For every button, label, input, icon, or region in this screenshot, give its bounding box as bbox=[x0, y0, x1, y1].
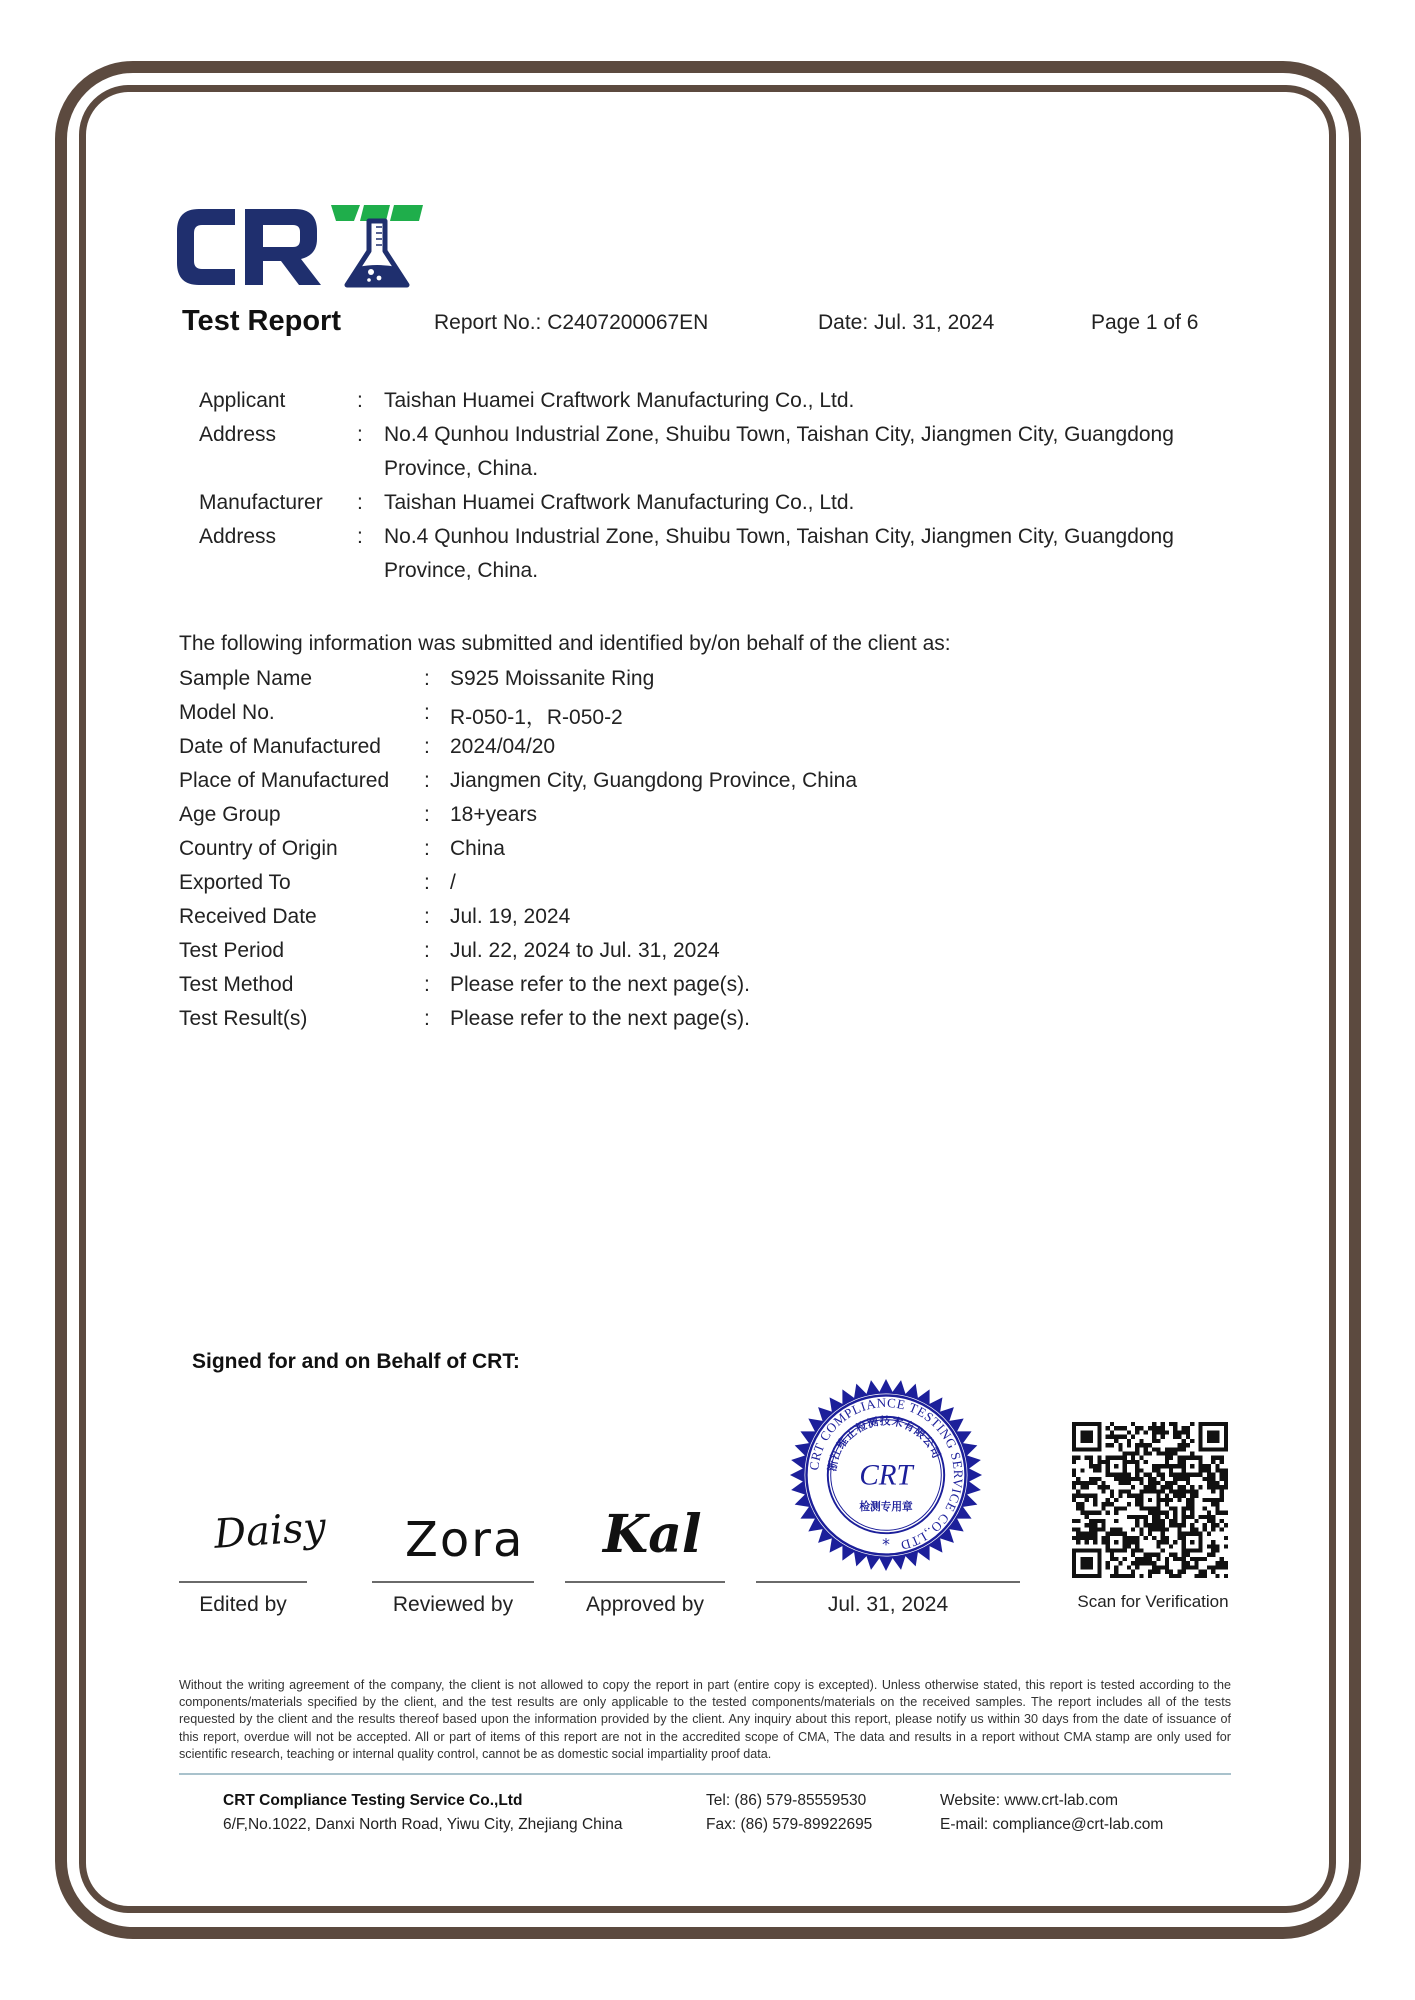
field-value: Taishan Huamei Craftwork Manufacturing Co., Ltd. bbox=[384, 491, 855, 514]
approved-by-label: Approved by bbox=[586, 1593, 704, 1616]
field-value: Taishan Huamei Craftwork Manufacturing Co., Ltd. bbox=[384, 389, 855, 412]
field-label: Model No. bbox=[179, 701, 275, 724]
field-colon: : bbox=[357, 491, 363, 514]
field-colon: : bbox=[357, 525, 363, 548]
field-label: Test Period bbox=[179, 939, 285, 962]
seal-ring-text: CRT COMPLIANCE TESTING SERVICE CO.,LTD bbox=[806, 1394, 966, 1554]
field-value: Jul. 22, 2024 to Jul. 31, 2024 bbox=[450, 939, 720, 962]
signed-heading: Signed for and on Behalf of CRT: bbox=[192, 1350, 520, 1373]
field-label: Place of Manufactured bbox=[179, 769, 390, 792]
signature-line-reviewed bbox=[372, 1581, 534, 1583]
client-info-intro: The following information was submitted and identified by/on behalf of the client as: bbox=[179, 632, 951, 655]
field-value: Please refer to the next page(s). bbox=[450, 973, 750, 996]
seal-star-mark: * bbox=[882, 1535, 890, 1554]
field-value: S925 Moissanite Ring bbox=[450, 667, 655, 690]
company-seal-icon bbox=[789, 1378, 983, 1572]
field-colon: : bbox=[424, 1007, 430, 1030]
stamp-date-label: Jul. 31, 2024 bbox=[827, 1593, 949, 1616]
field-label: Test Method bbox=[179, 973, 294, 996]
field-colon: : bbox=[424, 905, 430, 928]
reviewed-by-label: Reviewed by bbox=[392, 1593, 514, 1616]
field-label: Age Group bbox=[179, 803, 281, 826]
seal-bottom-text: 检测专用章 bbox=[859, 1499, 913, 1513]
footer-divider bbox=[179, 1773, 1231, 1775]
footer-fax: Fax: (86) 579-89922695 bbox=[706, 1816, 873, 1833]
field-label: Received Date bbox=[179, 905, 317, 928]
scan-for-verification-label: Scan for Verification bbox=[1077, 1592, 1229, 1611]
field-label: Date of Manufactured bbox=[179, 735, 381, 758]
field-colon: : bbox=[424, 803, 430, 826]
report-date: Date: Jul. 31, 2024 bbox=[818, 311, 995, 334]
field-label: Sample Name bbox=[179, 667, 313, 690]
qr-code-icon[interactable] bbox=[1072, 1422, 1228, 1578]
field-label: Applicant bbox=[199, 389, 286, 412]
seal-inner-ring-text: 浙江维正检测技术有限公司 bbox=[825, 1414, 944, 1473]
field-value: R-050-1，R-050-2 bbox=[450, 706, 623, 729]
signature-reviewed-by: Zora bbox=[405, 1512, 525, 1568]
field-value: Please refer to the next page(s). bbox=[450, 1007, 750, 1030]
field-colon: : bbox=[357, 389, 363, 412]
field-value: 18+years bbox=[450, 803, 537, 826]
footer-address: 6/F,No.1022, Danxi North Road, Yiwu City, Zhejiang China bbox=[223, 1816, 623, 1833]
field-value: Jul. 19, 2024 bbox=[450, 905, 571, 928]
page-frame-inner bbox=[79, 85, 1336, 1913]
footer-email-link[interactable]: E-mail: compliance@crt-lab.com bbox=[940, 1816, 1164, 1833]
field-value: China bbox=[450, 837, 505, 860]
signature-approved-by: Kal bbox=[603, 1504, 702, 1565]
field-value: No.4 Qunhou Industrial Zone, Shuibu Town, Taishan City, Jiangmen City, Guangdong bbox=[384, 423, 1174, 446]
field-value: Jiangmen City, Guangdong Province, China bbox=[450, 769, 858, 792]
document-title: Test Report bbox=[182, 305, 341, 337]
edited-by-label: Edited by bbox=[199, 1593, 287, 1616]
field-label: Country of Origin bbox=[179, 837, 338, 860]
field-value: / bbox=[450, 871, 456, 894]
field-value-continuation: Province, China. bbox=[384, 559, 539, 582]
signature-edited-by: Daisy bbox=[212, 1504, 328, 1558]
footer-company-name: CRT Compliance Testing Service Co.,Ltd bbox=[223, 1792, 523, 1809]
field-label: Address bbox=[199, 525, 277, 548]
field-colon: : bbox=[424, 667, 430, 690]
field-value-continuation: Province, China. bbox=[384, 457, 539, 480]
field-value: 2024/04/20 bbox=[450, 735, 556, 758]
field-colon: : bbox=[424, 837, 430, 860]
field-colon: : bbox=[424, 769, 430, 792]
field-label: Exported To bbox=[179, 871, 291, 894]
field-label: Test Result(s) bbox=[179, 1007, 308, 1030]
seal-center-text: CRT bbox=[859, 1459, 913, 1492]
field-colon: : bbox=[424, 973, 430, 996]
field-label: Address bbox=[199, 423, 277, 446]
field-colon: : bbox=[424, 939, 430, 962]
field-colon: : bbox=[424, 735, 430, 758]
signature-line-approved bbox=[565, 1581, 725, 1583]
signature-line-edited bbox=[179, 1581, 307, 1583]
crt-logo bbox=[173, 205, 423, 290]
field-colon: : bbox=[357, 423, 363, 446]
signature-line-date bbox=[756, 1581, 1020, 1583]
report-number: Report No.: C2407200067EN bbox=[434, 311, 709, 334]
field-value: No.4 Qunhou Industrial Zone, Shuibu Town, Taishan City, Jiangmen City, Guangdong bbox=[384, 525, 1174, 548]
legal-disclaimer: Without the writing agreement of the company, the client is not allowed to copy the report in part (entire copy is excepted). Unless otherwise stated, this report is tested according to the components/materials specified by the client, and the test results are only applicable to the tested components/materials on the received samples. The report includes all of the tests requested by the client and the results thereof based upon the information provided by the client. Any inquiry about this report, please notify us within 30 days from the date of issuance of this report, overdue will not be accepted. All or part of items of this report are not in the accredited scope of CMA, The data and results in a report without CMA stamp are only used for scientific research, teaching or internal quality control, cannot be as domestic social impartiality proof data. bbox=[179, 1678, 1231, 1761]
footer-website-link[interactable]: Website: www.crt-lab.com bbox=[940, 1792, 1119, 1809]
field-colon: : bbox=[424, 871, 430, 894]
field-label: Manufacturer bbox=[199, 491, 323, 514]
footer-tel: Tel: (86) 579-85559530 bbox=[706, 1792, 867, 1809]
page-indicator: Page 1 of 6 bbox=[1091, 311, 1199, 334]
field-colon: : bbox=[424, 701, 430, 724]
